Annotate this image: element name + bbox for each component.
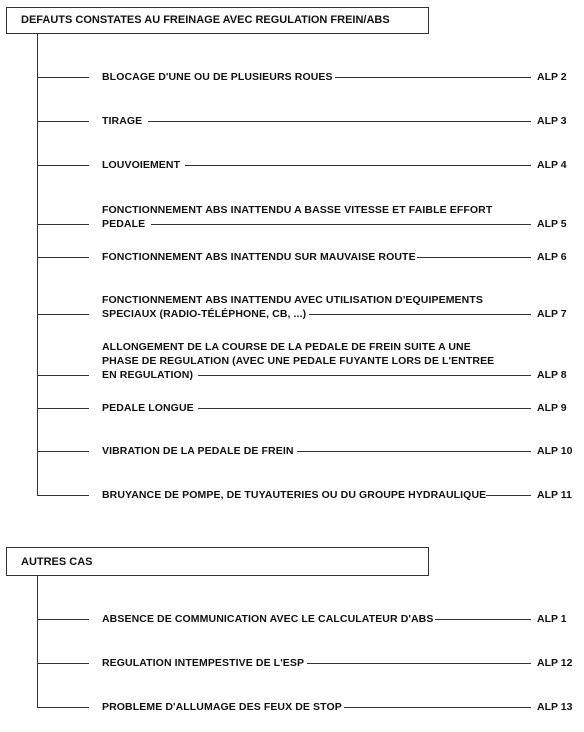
section-title: AUTRES CAS bbox=[21, 556, 93, 568]
alp-code: ALP 7 bbox=[537, 308, 567, 320]
leader-line bbox=[344, 707, 531, 708]
alp-code: ALP 8 bbox=[537, 369, 567, 381]
leader-line bbox=[417, 257, 531, 258]
fault-label: PEDALE LONGUE bbox=[102, 402, 194, 414]
leader-line bbox=[148, 121, 531, 122]
fault-label: FONCTIONNEMENT ABS INATTENDU A BASSE VITESSE ET FAIBLE EFFORT bbox=[102, 204, 493, 216]
connector-stub bbox=[37, 707, 89, 708]
section-header-braking-defects bbox=[6, 7, 429, 34]
fault-label: ABSENCE DE COMMUNICATION AVEC LE CALCULATEUR D'ABS bbox=[102, 613, 434, 625]
fault-label: PHASE DE REGULATION (AVEC UNE PEDALE FUYANTE LORS DE L'ENTREE bbox=[102, 355, 495, 367]
connector-stub bbox=[37, 121, 89, 122]
connector-stub bbox=[37, 165, 89, 166]
connector-stub bbox=[37, 77, 89, 78]
connector-stub bbox=[37, 495, 89, 496]
section-title: DEFAUTS CONSTATES AU FREINAGE AVEC REGULATION FREIN/ABS bbox=[21, 14, 390, 26]
connector-stub bbox=[37, 224, 89, 225]
leader-line bbox=[198, 408, 531, 409]
alp-code: ALP 11 bbox=[537, 489, 572, 501]
alp-code: ALP 13 bbox=[537, 701, 573, 713]
leader-line bbox=[198, 375, 531, 376]
connector-stub bbox=[37, 408, 89, 409]
leader-line bbox=[185, 165, 531, 166]
fault-label: BRUYANCE DE POMPE, DE TUYAUTERIES OU DU GROUPE HYDRAULIQUE bbox=[102, 489, 487, 501]
fault-label: TIRAGE bbox=[102, 115, 143, 127]
leader-line bbox=[307, 663, 531, 664]
fault-label: LOUVOIEMENT bbox=[102, 159, 181, 171]
fault-label: PROBLEME D'ALLUMAGE DES FEUX DE STOP bbox=[102, 701, 342, 713]
alp-code: ALP 5 bbox=[537, 218, 567, 230]
fault-label: EN REGULATION) bbox=[102, 369, 194, 381]
connector-stub bbox=[37, 619, 89, 620]
connector-stub bbox=[37, 375, 89, 376]
connector-stub bbox=[37, 314, 89, 315]
leader-line bbox=[151, 224, 531, 225]
alp-code: ALP 2 bbox=[537, 71, 567, 83]
connector-stub bbox=[37, 257, 89, 258]
fault-label: ALLONGEMENT DE LA COURSE DE LA PEDALE DE FREIN SUITE A UNE bbox=[102, 341, 471, 353]
tree-trunk-line bbox=[37, 34, 38, 496]
alp-code: ALP 9 bbox=[537, 402, 567, 414]
tree-trunk-line bbox=[37, 576, 38, 707]
alp-code: ALP 12 bbox=[537, 657, 573, 669]
fault-label: SPECIAUX (RADIO-TÉLÉPHONE, CB, ...) bbox=[102, 308, 307, 320]
leader-line bbox=[435, 619, 531, 620]
fault-label: FONCTIONNEMENT ABS INATTENDU AVEC UTILISATION D'EQUIPEMENTS bbox=[102, 294, 483, 306]
fault-label: REGULATION INTEMPESTIVE DE L'ESP bbox=[102, 657, 305, 669]
alp-code: ALP 3 bbox=[537, 115, 567, 127]
fault-label: BLOCAGE D'UNE OU DE PLUSIEURS ROUES bbox=[102, 71, 333, 83]
fault-label: FONCTIONNEMENT ABS INATTENDU SUR MAUVAISE ROUTE bbox=[102, 251, 416, 263]
section-header-other-cases bbox=[6, 547, 429, 576]
leader-line bbox=[486, 495, 531, 496]
alp-code: ALP 10 bbox=[537, 445, 573, 457]
connector-stub bbox=[37, 663, 89, 664]
alp-code: ALP 6 bbox=[537, 251, 567, 263]
leader-line bbox=[297, 451, 531, 452]
leader-line bbox=[335, 77, 531, 78]
alp-code: ALP 4 bbox=[537, 159, 567, 171]
fault-label: VIBRATION DE LA PEDALE DE FREIN bbox=[102, 445, 294, 457]
fault-label: PEDALE bbox=[102, 218, 146, 230]
alp-code: ALP 1 bbox=[537, 613, 567, 625]
connector-stub bbox=[37, 451, 89, 452]
leader-line bbox=[309, 314, 531, 315]
